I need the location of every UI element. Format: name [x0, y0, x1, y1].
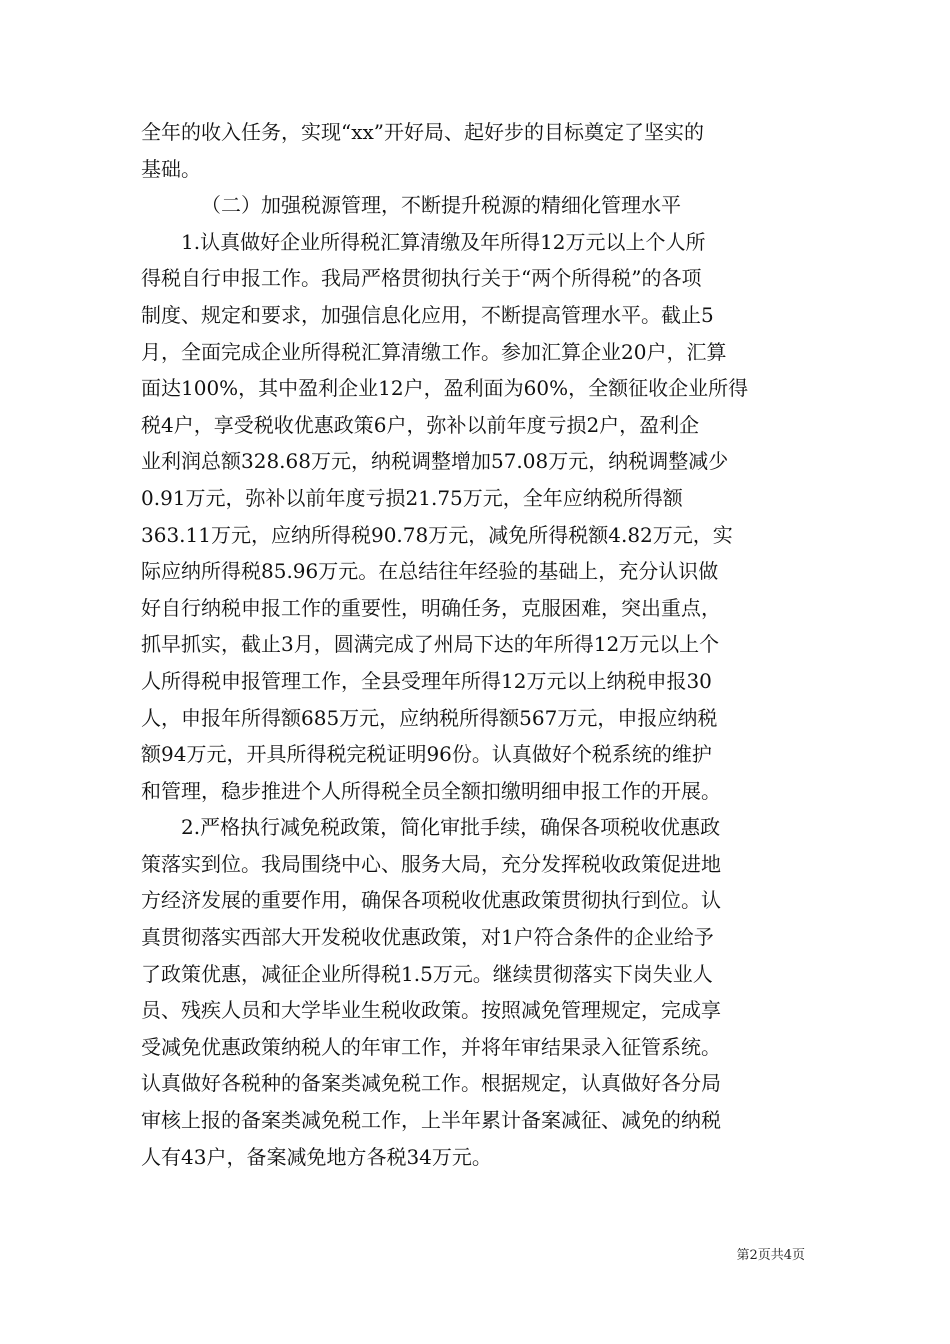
text-line: 认真做好各税种的备案类减免税工作。根据规定，认真做好各分局	[141, 1071, 721, 1096]
text-line: 真贯彻落实西部大开发税收优惠政策，对1户符合条件的企业给予	[141, 925, 714, 950]
text-line: 策落实到位。我局围绕中心、服务大局，充分发挥税收政策促进地	[141, 851, 721, 876]
text-line: 1.认真做好企业所得税汇算清缴及年所得12万元以上个人所	[181, 229, 706, 254]
text-line: 人所得税申报管理工作，全县受理年所得12万元以上纳税申报30	[141, 668, 712, 693]
text-line: 好自行纳税申报工作的重要性，明确任务，克服困难，突出重点，	[141, 595, 721, 620]
section-heading-text: （二）加强税源管理，不断提升税源的精细化管理水平	[201, 193, 681, 218]
text-line: 全年的收入任务，实现“xx”开好局、起好步的目标奠定了坚实的	[141, 120, 705, 144]
text-line: 人有43户，备案减免地方各税34万元。	[141, 1144, 492, 1169]
text-line: 员、残疾人员和大学毕业生税收政策。按照减免管理规定，完成享	[141, 998, 721, 1023]
text-line: 方经济发展的重要作用，确保各项税收优惠政策贯彻执行到位。认	[141, 888, 721, 913]
text-line: 人，申报年所得额685万元，应纳税所得额567万元，申报应纳税	[141, 705, 718, 730]
text-line: 额94万元，开具所得税完税证明96份。认真做好个税系统的维护	[141, 742, 712, 767]
text-line: 审核上报的备案类减免税工作，上半年累计备案减征、减免的纳税	[141, 1108, 721, 1133]
page-number: 第2页共4页	[736, 1248, 805, 1263]
text-line: 和管理，稳步推进个人所得税全员全额扣缴明细申报工作的开展。	[141, 778, 721, 803]
text-line: 0.91万元，弥补以前年度亏损21.75万元，全年应纳税所得额	[141, 485, 683, 510]
section-heading	[141, 187, 813, 224]
paragraph-item-2	[141, 809, 813, 1175]
paragraph-continuation	[141, 114, 813, 187]
text-line: 税4户，享受税收优惠政策6户，弥补以前年度亏损2户，盈利企	[141, 412, 700, 437]
text-line: 受减免优惠政策纳税人的年审工作，并将年审结果录入征管系统。	[141, 1034, 721, 1059]
text-line: 业利润总额328.68万元，纳税调整增加57.08万元，纳税调整减少	[141, 449, 729, 474]
text-line: 了政策优惠，减征企业所得税1.5万元。继续贯彻落实下岗失业人	[141, 961, 713, 986]
text-line: 基础。	[141, 156, 201, 181]
paragraph-item-1	[141, 224, 813, 810]
text-line: 抓早抓实，截止3月，圆满完成了州局下达的年所得12万元以上个	[141, 632, 720, 657]
text-line: 面达100%，其中盈利企业12户，盈利面为60%，全额征收企业所得	[141, 376, 749, 401]
text-line: 制度、规定和要求，加强信息化应用，不断提高管理水平。截止5	[141, 302, 714, 327]
text-line: 363.11万元，应纳所得税90.78万元，减免所得税额4.82万元，实	[141, 522, 733, 547]
text-line: 际应纳所得税85.96万元。在总结往年经验的基础上，充分认识做	[141, 559, 719, 584]
text-line: 2.严格执行减免税政策，简化审批手续，确保各项税收优惠政	[181, 815, 721, 840]
text-line: 月，全面完成企业所得税汇算清缴工作。参加汇算企业20户，汇算	[141, 339, 727, 364]
document-body	[141, 114, 813, 1175]
text-line: 得税自行申报工作。我局严格贯彻执行关于“两个所得税”的各项	[141, 266, 702, 291]
